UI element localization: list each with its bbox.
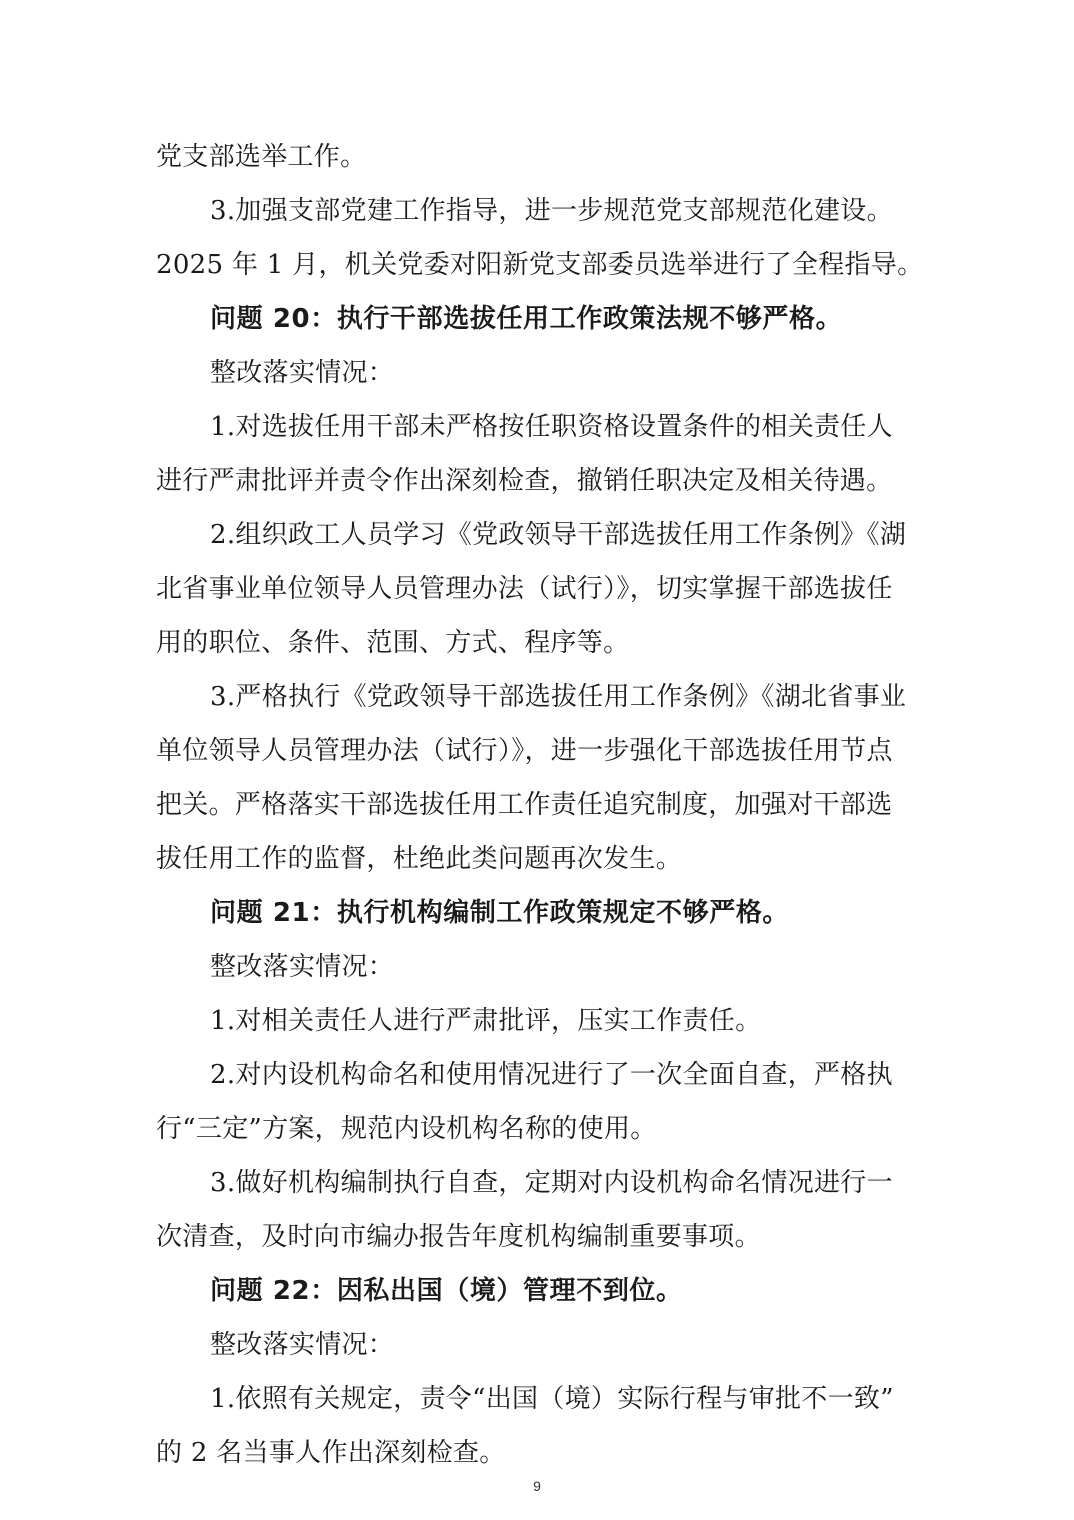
text-line: 单位领导人员管理办法（试行）》，进一步强化干部选拔任用节点 — [156, 736, 893, 766]
issue-heading: 问题 22：因私出国（境）管理不到位。 — [210, 1276, 683, 1306]
text-line: 3.做好机构编制执行自查，定期对内设机构命名情况进行一 — [210, 1168, 893, 1198]
text-line: 2.对内设机构命名和使用情况进行了一次全面自查，严格执 — [210, 1060, 893, 1090]
text-line: 拔任用工作的监督，杜绝此类问题再次发生。 — [156, 844, 683, 874]
text-line: 北省事业单位领导人员管理办法（试行）》，切实掌握干部选拔任 — [156, 574, 893, 604]
text-line: 2.组织政工人员学习《党政领导干部选拔任用工作条例》《湖 — [210, 520, 907, 550]
text-line: 进行严肃批评并责令作出深刻检查，撤销任职决定及相关待遇。 — [156, 466, 893, 496]
text-line: 把关。严格落实干部选拔任用工作责任追究制度，加强对干部选 — [156, 790, 893, 820]
text-line: 行“三定”方案，规范内设机构名称的使用。 — [156, 1114, 657, 1144]
text-line: 整改落实情况： — [210, 952, 395, 982]
issue-heading: 问题 20：执行干部选拔任用工作政策法规不够严格。 — [210, 304, 843, 334]
text-line: 整改落实情况： — [210, 1330, 395, 1360]
text-line: 的 2 名当事人作出深刻检查。 — [156, 1438, 506, 1468]
text-line: 3.加强支部党建工作指导，进一步规范党支部规范化建设。 — [210, 196, 893, 226]
text-line: 次清查，及时向市编办报告年度机构编制重要事项。 — [156, 1222, 761, 1252]
page-number: 9 — [533, 1478, 541, 1494]
text-line: 1.对选拔任用干部未严格按任职资格设置条件的相关责任人 — [210, 412, 893, 442]
text-line: 1.依照有关规定，责令“出国（境）实际行程与审批不一致” — [210, 1384, 894, 1414]
text-line: 党支部选举工作。 — [156, 142, 367, 172]
text-line: 3.严格执行《党政领导干部选拔任用工作条例》《湖北省事业 — [210, 682, 907, 712]
text-line: 整改落实情况： — [210, 358, 395, 388]
text-line: 1.对相关责任人进行严肃批评，压实工作责任。 — [210, 1006, 762, 1036]
text-line: 用的职位、条件、范围、方式、程序等。 — [156, 628, 630, 658]
text-line: 2025 年 1 月，机关党委对阳新党支部委员选举进行了全程指导。 — [156, 250, 924, 280]
issue-heading: 问题 21：执行机构编制工作政策规定不够严格。 — [210, 898, 790, 928]
